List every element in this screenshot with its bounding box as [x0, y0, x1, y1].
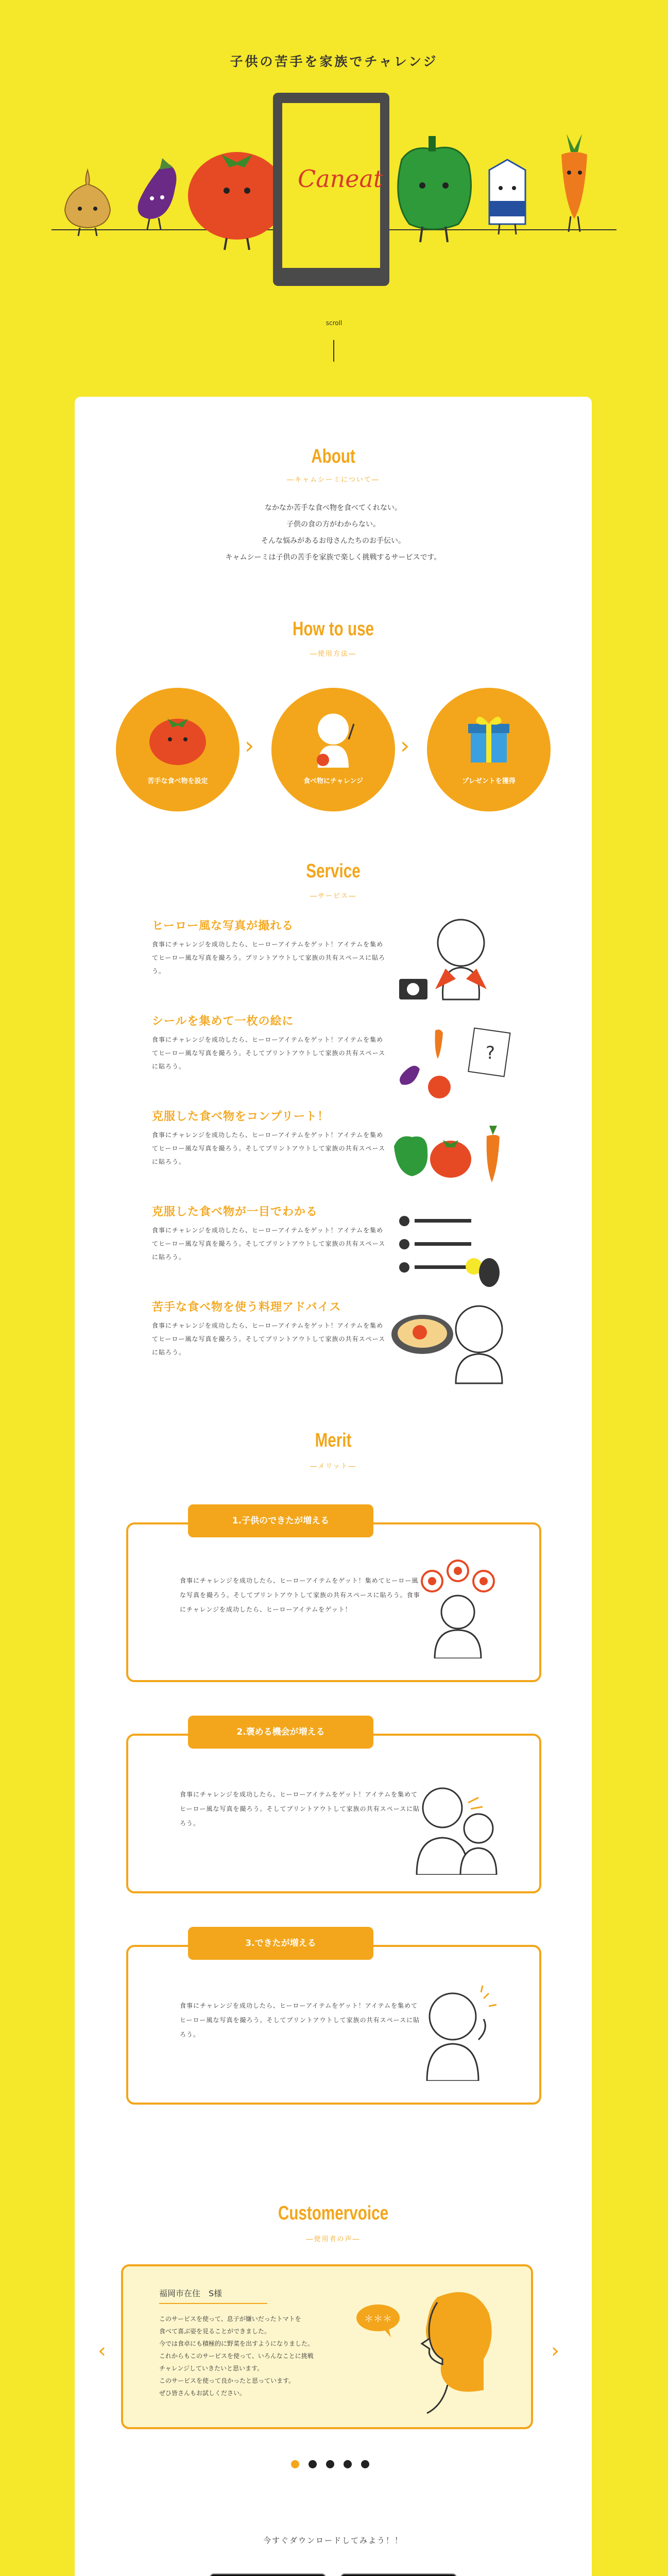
- download-prompt: 今すぐダウンロードしてみよう！！: [263, 2536, 403, 2545]
- carousel-dot[interactable]: [344, 2460, 352, 2468]
- service-item-title: ヒーロー風な写真が撮れる: [152, 920, 294, 933]
- service-item-body: 食事にチャレンジを成功したら、ヒーローアイテムをゲット！アイテムを集めてヒーロー風な写真を撮ろう。そしてプリントアウトして家族の共有スペースに貼ろう。: [152, 1036, 386, 1070]
- voice-title: Customervoice: [278, 2202, 389, 2224]
- checklist-icon: [384, 1200, 518, 1293]
- main-card: [75, 397, 592, 2576]
- speech-bubble-icon: [355, 2302, 401, 2338]
- scroll-indicator: [333, 340, 334, 362]
- about-text: [75, 500, 592, 566]
- about-line: なかなか苦手な食べ物を食べてくれない。: [265, 504, 402, 512]
- phone-mockup: [273, 93, 389, 286]
- gift-icon: [463, 708, 515, 765]
- carousel-dot[interactable]: [309, 2460, 317, 2468]
- testimonial-line: ぜひ皆さんもお試しください。: [159, 2389, 246, 2397]
- voice-subtitle: ―使用者の声―: [306, 2235, 361, 2243]
- svg-text:?: ?: [486, 1043, 495, 1063]
- merit-body: 食事にチャレンジを成功したら、ヒーローアイテムをゲット！集めてヒーロー風な写真を撮ろう。そしてプリントアウトして家族の共有スペースに貼ろう。食事にチャレンジを成功したら、ヒーローアイテムをゲット！: [180, 1577, 420, 1613]
- testimonial-card: [121, 2264, 533, 2429]
- testimonial-line: このサービスを使って良かったと思っています。: [159, 2377, 295, 2384]
- chevron-right-icon: ›: [400, 732, 410, 759]
- eggplant-icon: [124, 152, 191, 234]
- vegetable-trio-icon: [384, 1105, 518, 1198]
- howto-step-2: [271, 688, 395, 811]
- google-play-button[interactable]: [210, 2573, 326, 2576]
- service-item-title: 克服した食べ物をコンプリート！: [152, 1110, 330, 1123]
- chevron-right-icon: ›: [245, 732, 254, 759]
- merit-tab-2: 2.褒める機会が増える: [188, 1716, 373, 1749]
- howto-step-3: [427, 688, 551, 811]
- customer-name: 福岡市在住 S様: [159, 2287, 267, 2304]
- cooking-advice-icon: [384, 1293, 518, 1386]
- howto-step-1: [116, 688, 239, 811]
- carrot-icon: [546, 129, 603, 237]
- howto-step-label: プレゼントを獲得: [462, 777, 516, 785]
- merit-subtitle: ―メリット―: [310, 1463, 356, 1470]
- howto-step-label: 苦手な食べ物を設定: [147, 777, 208, 785]
- tomato-icon: [147, 711, 209, 768]
- merit-tab-3: 3.できたが増える: [188, 1927, 373, 1960]
- carousel-dot[interactable]: [326, 2460, 334, 2468]
- service-item-body: 食事にチャレンジを成功したら、ヒーローアイテムをゲット！アイテムを集めてヒーロー風な写真を撮ろう。プリントアウトして家族の共有スペースに貼ろう。: [152, 941, 386, 975]
- merit-tab-1: 1.子供のできたが増える: [188, 1504, 373, 1537]
- onion-icon: [57, 165, 118, 237]
- testimonial-line: 今では食卓にも積極的に野菜を出すようになりました。: [159, 2340, 314, 2347]
- service-item-title: 克服した食べ物が一目でわかる: [152, 1206, 318, 1218]
- testimonial-line: チャレンジしていきたいと思います。: [159, 2365, 264, 2372]
- merit-body: 食事にチャレンジを成功したら、ヒーローアイテムをゲット！アイテムを集めてヒーロー風な写真を撮ろう。そしてプリントアウトして家族の共有スペースに貼ろう。: [180, 2002, 420, 2038]
- app-logo: Caneat: [298, 165, 383, 193]
- milk-carton-icon: [479, 155, 536, 237]
- merit-box-2: [126, 1734, 541, 1893]
- merit-body: 食事にチャレンジを成功したら、ヒーローアイテムをゲット！アイテムを集めてヒーロー風な写真を撮ろう。そしてプリントアウトして家族の共有スペースに貼ろう。: [180, 1791, 420, 1827]
- service-item-body: 食事にチャレンジを成功したら、ヒーローアイテムをゲット！アイテムを集めてヒーロー風な写真を撮ろう。そしてプリントアウトして家族の共有スペースに貼ろう。: [152, 1322, 386, 1356]
- howto-step-label: 食べ物にチャレンジ: [303, 777, 363, 785]
- service-item-title: シールを集めて一枚の絵に: [152, 1015, 294, 1028]
- service-title: Service: [306, 860, 361, 882]
- customer-avatar: [406, 2282, 509, 2416]
- child-eating-icon: [307, 708, 359, 770]
- app-store-button[interactable]: [340, 2573, 457, 2576]
- green-pepper-icon: [381, 129, 484, 247]
- scroll-label[interactable]: scroll: [326, 319, 342, 327]
- about-title: About: [311, 446, 355, 467]
- bubble-text: ＊＊＊: [364, 2314, 392, 2325]
- carousel-dots: [291, 2460, 384, 2470]
- about-line: そんな悩みがあるお母さんたちのお手伝い。: [261, 537, 405, 545]
- phone-screen: [282, 103, 383, 268]
- testimonial-line: これからもこのサービスを使って、いろんなことに挑戦: [159, 2352, 314, 2360]
- about-line: 子供の食の方がわからない。: [286, 520, 380, 529]
- carousel-dot[interactable]: [291, 2460, 299, 2468]
- carousel-dot[interactable]: [361, 2460, 369, 2468]
- parent-child-icon: [406, 1772, 509, 1875]
- howto-title: How to use: [292, 618, 374, 640]
- hero: [0, 0, 668, 381]
- howto-subtitle: ―使用方法―: [310, 650, 356, 658]
- sticker-collection-icon: [384, 1010, 518, 1103]
- about-subtitle: ―キャムシーミについて―: [287, 476, 380, 484]
- service-item-body: 食事にチャレンジを成功したら、ヒーローアイテムをゲット！アイテムを集めてヒーロー風な写真を撮ろう。そしてプリントアウトして家族の共有スペースに貼ろう。: [152, 1227, 386, 1261]
- testimonial-text: [159, 2313, 365, 2399]
- hero-title: 子供の苦手を家族でチャレンジ: [230, 54, 438, 69]
- merit-title: Merit: [315, 1430, 352, 1451]
- carousel-next-button[interactable]: ›: [551, 2339, 559, 2363]
- service-subtitle: ―サービス―: [310, 892, 356, 900]
- merit-box-1: [126, 1522, 541, 1682]
- testimonial-line: このサービスを使って、息子が嫌いだったトマトを: [159, 2315, 301, 2323]
- child-sparkles-icon: [406, 1555, 509, 1658]
- testimonial-line: 食べて喜ぶ姿を見ることができました。: [159, 2328, 271, 2335]
- cheering-child-icon: [406, 1978, 509, 2081]
- about-line: キャムシーミは子供の苦手を家族で楽しく挑戦するサービスです。: [225, 553, 441, 562]
- merit-box-3: [126, 1945, 541, 2105]
- hero-child-camera-icon: [384, 912, 518, 1005]
- service-item-body: 食事にチャレンジを成功したら、ヒーローアイテムをゲット！アイテムを集めてヒーロー風な写真を撮ろう。そしてプリントアウトして家族の共有スペースに貼ろう。: [152, 1131, 386, 1165]
- service-item-title: 苦手な食べ物を使う料理アドバイス: [152, 1301, 341, 1314]
- carousel-prev-button[interactable]: ‹: [98, 2339, 106, 2363]
